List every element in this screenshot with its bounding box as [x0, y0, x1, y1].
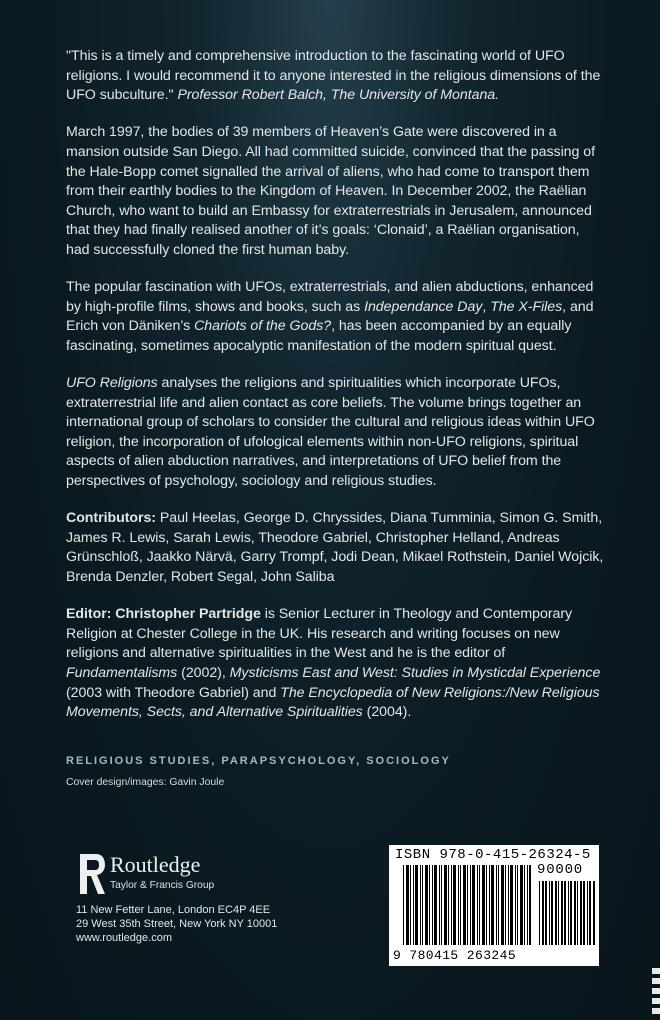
- barcode-bar: [434, 865, 437, 945]
- barcode-bar: [496, 865, 497, 945]
- barcode-bar: [432, 865, 433, 945]
- barcode-bar: [561, 881, 563, 945]
- barcode-bar: [410, 865, 411, 945]
- barcode-bar: [498, 865, 499, 945]
- barcode-bar: [425, 865, 428, 945]
- barcode-bar: [520, 865, 523, 945]
- barcode-bar: [583, 881, 585, 945]
- barcode-bar: [549, 881, 550, 945]
- quote-text: "This is a timely and comprehensive introduction to the fascinating world of UFO religions. I would recommend it to anyone interested in the religious dimensions of the UFO subculture.": [66, 48, 601, 104]
- barcode-bar: [555, 881, 557, 945]
- film-title: Independance Day: [364, 298, 483, 315]
- barcode-bar: [403, 865, 404, 945]
- contributors-paragraph: [66, 509, 606, 587]
- publisher-logo: [78, 852, 214, 896]
- barcode-bar: [527, 865, 528, 945]
- barcode-bar: [505, 865, 506, 945]
- barcode-bar: [422, 865, 423, 945]
- synopsis-paragraph: March 1997, the bodies of 39 members of Heaven’s Gate were discovered in a mansion outside San Diego. All had committed suicide, convinced that the passing of the Hale-Bopp comet signalled the arrival of aliens, who had come to transport them from their earthly bodies to the Kingdom of Heaven. In December 2002, the Raëlian Church, who want to build an Embassy for extraterrestrials in Jerusalem, announced that they had finally realised another of it’s goals: ‘Clonaid’, a Raëlian organisation, had successfully cloned the first human baby.: [66, 124, 595, 258]
- subject-categories: RELIGIOUS STUDIES, PARAPSYCHOLOGY, SOCIOLOGY: [66, 755, 451, 767]
- barcode-bar: [477, 865, 478, 945]
- barcode-bar: [517, 865, 518, 945]
- barcode-bar: [463, 865, 466, 945]
- new-york-address: 29 West 35th Street, New York NY 10001: [76, 918, 278, 930]
- publisher-address: [76, 903, 277, 945]
- barcode-bar: [501, 865, 504, 945]
- cover-credit: Cover design/images: Gavin Joule: [66, 777, 225, 788]
- back-cover-blurb: [66, 47, 606, 740]
- barcode-bar: [551, 881, 553, 945]
- barcode-bar: [564, 881, 566, 945]
- barcode-bar: [448, 865, 449, 945]
- barcode-bar: [577, 881, 578, 945]
- barcode-bar: [587, 881, 588, 945]
- barcode-bar: [524, 865, 525, 945]
- barcode-bar: [470, 865, 471, 945]
- barcode-bar: [539, 881, 540, 945]
- publisher-website: www.routledge.com: [76, 932, 172, 944]
- barcode-bar: [510, 865, 513, 945]
- barcode-bar: [542, 881, 544, 945]
- barcode-bar: [574, 881, 576, 945]
- barcode-bar: [580, 881, 582, 945]
- barcode-bar: [489, 865, 490, 945]
- quote-attribution: Professor Robert Balch, The University of Montana.: [177, 87, 500, 104]
- barcode-bar: [415, 865, 418, 945]
- barcode-bar: [444, 865, 447, 945]
- routledge-logo-icon: [78, 852, 106, 896]
- barcode-bar: [453, 865, 456, 945]
- barcode-bar: [472, 865, 475, 945]
- publisher-name: Routledge: [110, 852, 201, 877]
- isbn-number: ISBN 978-0-415-26324-5: [395, 847, 591, 863]
- barcode-bar: [429, 865, 430, 945]
- barcode-bar: [568, 881, 569, 945]
- barcode-bar: [441, 865, 442, 945]
- editor-label: Editor: Christopher Partridge: [66, 606, 261, 623]
- ean-digits: 9 780415 263245: [393, 948, 517, 963]
- barcode-bar: [420, 865, 421, 945]
- barcode-bar: [558, 881, 559, 945]
- trim-marks: [650, 968, 660, 1020]
- review-quote: [66, 47, 606, 106]
- context-paragraph: The popular fascination with UFOs, extraterrestrials, and alien abductions, enhanced by high-profile films, shows and books, such as Independance Day, The X-Files, and Erich von Däniken’s Chariots of the Gods?, has been accompanied by an equally fascinating, sometimes apocalyptic manifestation of the modern spiritual quest.: [66, 279, 594, 354]
- barcode-bar: [593, 881, 595, 945]
- barcode-bar: [460, 865, 461, 945]
- barcode-bar: [529, 865, 531, 945]
- barcode-bar: [467, 865, 468, 945]
- london-address: 11 New Fetter Lane, London EC4P 4EE: [76, 904, 271, 916]
- barcode-bar: [451, 865, 452, 945]
- barcode-bar: [570, 881, 572, 945]
- barcode-bar: [491, 865, 494, 945]
- scope-paragraph: UFO Religions analyses the religions and spiritualities which incorporate UFOs, extraterrestrial life and alien contact as core beliefs. The volume brings together an international group of scholars to consider the cultural and religious ideas within UFO religion, the incorporation of ufological elements within non-UFO religions, spiritual aspects of alien abduction narratives, and interpretations of UFO belief from the perspectives of psychology, sociology and religious studies.: [66, 375, 595, 490]
- book-title: Chariots of the Gods?: [194, 318, 332, 335]
- publisher-group: Taylor & Francis Group: [110, 880, 215, 891]
- barcode-bar: [515, 865, 516, 945]
- barcode-bar: [482, 865, 485, 945]
- isbn-barcode: [389, 845, 599, 966]
- show-title: The X-Files: [490, 298, 563, 315]
- barcode-bar: [439, 865, 440, 945]
- barcode-bar: [589, 881, 591, 945]
- barcode-bar: [479, 865, 480, 945]
- barcode-bar: [545, 881, 547, 945]
- contributors-list: Paul Heelas, George D. Chryssides, Diana Tumminia, Simon G. Smith, James R. Lewis, Sarah Lewis, Theodore Gabriel, Christopher Helland, Andreas Grünschloß, Jaakko Närvä, Garry Trompf, Jodi Dean, Mikael Rothstein, Daniel Wojcik, Brenda Denzler, Robert Segal, John Saliba: [66, 510, 604, 586]
- barcode-bar: [413, 865, 414, 945]
- contributors-label: Contributors:: [66, 510, 156, 527]
- barcode-bar: [406, 865, 409, 945]
- volume-title: UFO Religions: [66, 375, 158, 392]
- barcode-bar: [486, 865, 487, 945]
- editor-paragraph: Editor: Christopher Partridge is Senior Lecturer in Theology and Contemporary Religion at Chester College in the UK. His research and writing focuses on new religions and alternative spiritualities in the West and he is the editor of Fundamentalisms (2002), Mysticisms East and West: Studies in Mysticdal Experience (2003 with Theodore Gabriel) and The Encyclopedia of New Religions:/New Religious Movements, Sects, and Alternative Spiritualities (2004).: [66, 606, 601, 721]
- price-code: 90000: [537, 862, 584, 878]
- barcode-bar: [508, 865, 509, 945]
- barcode-bar: [458, 865, 459, 945]
